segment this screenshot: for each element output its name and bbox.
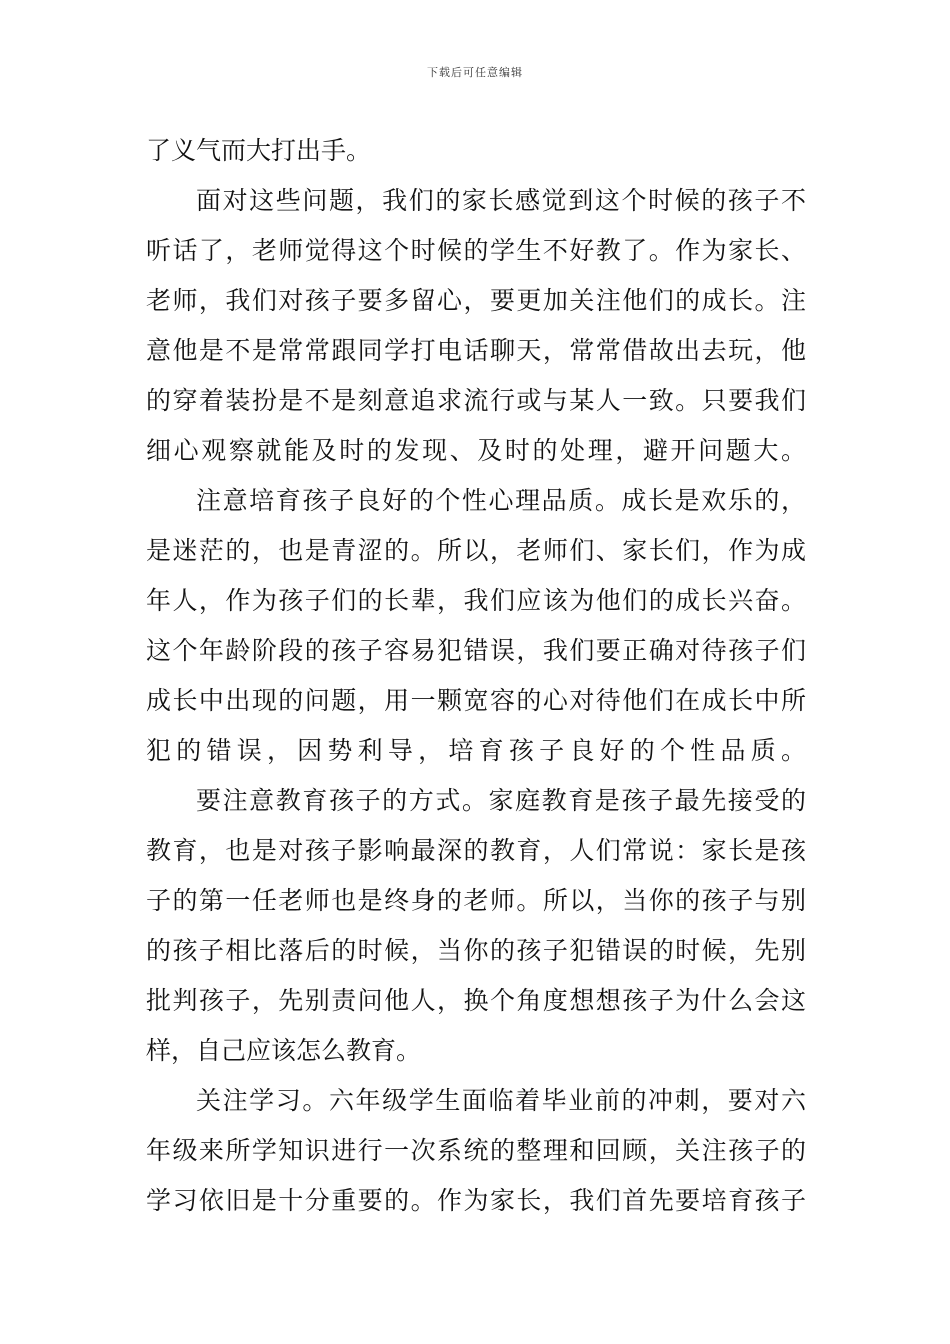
text-line: 注意培育孩子良好的个性心理品质。成长是欢乐的，	[196, 486, 808, 515]
text-line: 年级来所学知识进行一次系统的整理和回顾，关注孩子的	[146, 1136, 808, 1165]
text-line: 关注学习。六年级学生面临着毕业前的冲刺，要对六	[196, 1086, 808, 1115]
text-line: 学习依旧是十分重要的。作为家长，我们首先要培育孩子	[146, 1186, 808, 1215]
text-line: 了义气而大打出手。	[146, 136, 372, 165]
text-line: 批判孩子，先别责问他人，换个角度想想孩子为什么会这	[146, 986, 808, 1015]
text-line: 面对这些问题，我们的家长感觉到这个时候的孩子不	[196, 186, 808, 215]
text-line: 子的第一任老师也是终身的老师。所以，当你的孩子与别	[146, 886, 808, 915]
text-line: 是迷茫的，也是青涩的。所以，老师们、家长们，作为成	[146, 536, 808, 565]
text-line: 意他是不是常常跟同学打电话聊天，常常借故出去玩，他	[146, 336, 808, 365]
text-line: 犯的错误，因势利导，培育孩子良好的个性品质。	[146, 736, 812, 765]
text-line: 的孩子相比落后的时候，当你的孩子犯错误的时候，先别	[146, 936, 808, 965]
body-text	[146, 126, 812, 1226]
page-header: 下载后可任意编辑	[427, 66, 523, 79]
text-line: 听话了，老师觉得这个时候的学生不好教了。作为家长、	[146, 236, 808, 265]
text-line: 年人，作为孩子们的长辈，我们应该为他们的成长兴奋。	[146, 586, 808, 615]
text-line: 老师，我们对孩子要多留心，要更加关注他们的成长。注	[146, 286, 808, 315]
text-line: 的穿着装扮是不是刻意追求流行或与某人一致。只要我们	[146, 386, 808, 415]
text-line: 要注意教育孩子的方式。家庭教育是孩子最先接受的	[196, 786, 808, 815]
text-line: 细心观察就能及时的发现、及时的处理，避开问题大。	[146, 436, 809, 465]
text-line: 样，自己应该怎么教育。	[146, 1036, 422, 1065]
text-line: 教育，也是对孩子影响最深的教育，人们常说：家长是孩	[146, 836, 808, 865]
text-line: 成长中出现的问题，用一颗宽容的心对待他们在成长中所	[146, 686, 808, 715]
text-line: 这个年龄阶段的孩子容易犯错误，我们要正确对待孩子们	[146, 636, 808, 665]
